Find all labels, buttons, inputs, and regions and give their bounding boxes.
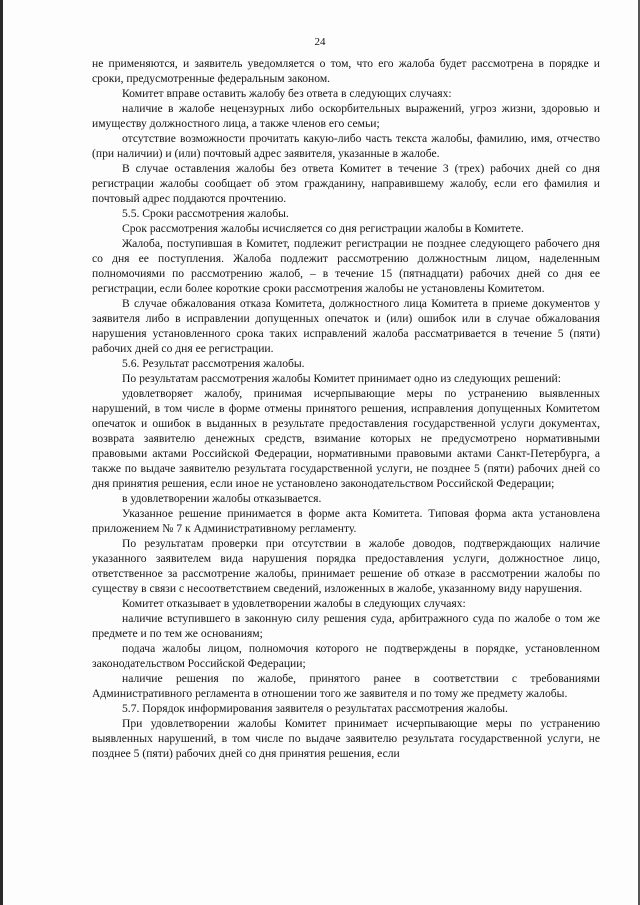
paragraph: По результатам проверки при отсутствии в жалобе доводов, подтверждающих наличие указанного заявителем вида нарушения порядка предоставления услуги, должностное лицо, ответственное за рассмотрение жалобы, принимает решение об отказе в рассмотрении жалобы по существу в связи с несоответствием сведений, изложенных в жалобе, указанному виду нарушения.: [92, 537, 600, 595]
paragraph: Указанное решение принимается в форме акта Комитета. Типовая форма акта установлена приложением № 7 к Административному регламенту.: [92, 507, 600, 535]
paragraph: наличие вступившего в законную силу решения суда, арбитражного суда по жалобе о том же предмете и по тем же основаниям;: [92, 612, 600, 640]
paragraph: Комитет вправе оставить жалобу без ответа в следующих случаях:: [122, 87, 452, 100]
section-heading-5-5: 5.5. Сроки рассмотрения жалобы.: [122, 207, 289, 220]
page-number: 24: [314, 36, 326, 48]
paragraph: в удовлетворении жалобы отказывается.: [122, 492, 322, 505]
section-heading-5-7: 5.7. Порядок информирования заявителя о результатах рассмотрения жалобы.: [122, 702, 508, 715]
paragraph: наличие в жалобе нецензурных либо оскорбительных выражений, угроз жизни, здоровью и имуществу должностного лица, а также членов его семьи;: [92, 102, 600, 130]
paragraph: По результатам рассмотрения жалобы Комитет принимает одно из следующих решений:: [122, 372, 561, 385]
paragraph: В случае обжалования отказа Комитета, должностного лица Комитета в приеме документов у заявителя либо в исправлении допущенных опечаток и (или) ошибок или в случае обжалования нарушения установленного срока таких исправлений жалоба рассматривается в течение 5 (пяти) рабочих дней со дня ее регистрации.: [92, 297, 600, 355]
paragraph: Жалоба, поступившая в Комитет, подлежит регистрации не позднее следующего рабочего дня со дня ее поступления. Жалоба подлежит рассмотрению должностным лицом, наделенным полномочиями по рассмотрению жалоб, – в течение 15 (пятнадцати) рабочих дней со дня ее регистрации, если более короткие сроки рассмотрения жалобы не установлены Комитетом.: [92, 237, 600, 295]
paragraph: удовлетворяет жалобу, принимая исчерпывающие меры по устранению выявленных нарушений, в том числе в форме отмены принятого решения, исправления допущенных Комитетом опечаток и ошибок в выданных в результате предоставления государственной услуги документах, возврата заявителю денежных средств, взимание которых не предусмотрено нормативными правовыми актами Российской Федерации, нормативными правовыми актами Санкт-Петербурга, а также по выдаче заявителю результата государственной услуги, не позднее 5 (пяти) рабочих дней со дня принятия решения, если иное не установлено законодательством Российской Федерации;: [92, 387, 600, 490]
paragraph: При удовлетворении жалобы Комитет принимает исчерпывающие меры по устранению выявленных нарушений, в том числе по выдаче заявителю результата государственной услуги, не позднее 5 (пяти) рабочих дней со дня принятия решения, если: [92, 717, 600, 760]
paragraph: отсутствие возможности прочитать какую-либо часть текста жалобы, фамилию, имя, отчество (при наличии) и (или) почтовый адрес заявителя, указанные в жалобе.: [92, 132, 600, 160]
body-text: [92, 56, 600, 761]
paragraph: Комитет отказывает в удовлетворении жалобы в следующих случаях:: [122, 597, 466, 610]
paragraph: В случае оставления жалобы без ответа Комитет в течение 3 (трех) рабочих дней со дня регистрации жалобы сообщает об этом гражданину, направившему жалобу, если его фамилия и почтовый адрес поддаются прочтению.: [92, 162, 600, 205]
paragraph: наличие решения по жалобе, принятого ранее в соответствии с требованиями Административного регламента в отношении того же заявителя и по тому же предмету жалобы.: [92, 672, 600, 700]
paragraph: Срок рассмотрения жалобы исчисляется со дня регистрации жалобы в Комитете.: [122, 222, 524, 235]
paragraph-continuation: не применяются, и заявитель уведомляется о том, что его жалоба будет рассмотрена в порядке и сроки, предусмотренные федеральным законом.: [92, 57, 600, 85]
section-heading-5-6: 5.6. Результат рассмотрения жалобы.: [122, 357, 305, 370]
scan-edge-left: [0, 0, 3, 905]
paragraph: подача жалобы лицом, полномочия которого не подтверждены в порядке, установленном законодательством Российской Федерации;: [92, 642, 600, 670]
